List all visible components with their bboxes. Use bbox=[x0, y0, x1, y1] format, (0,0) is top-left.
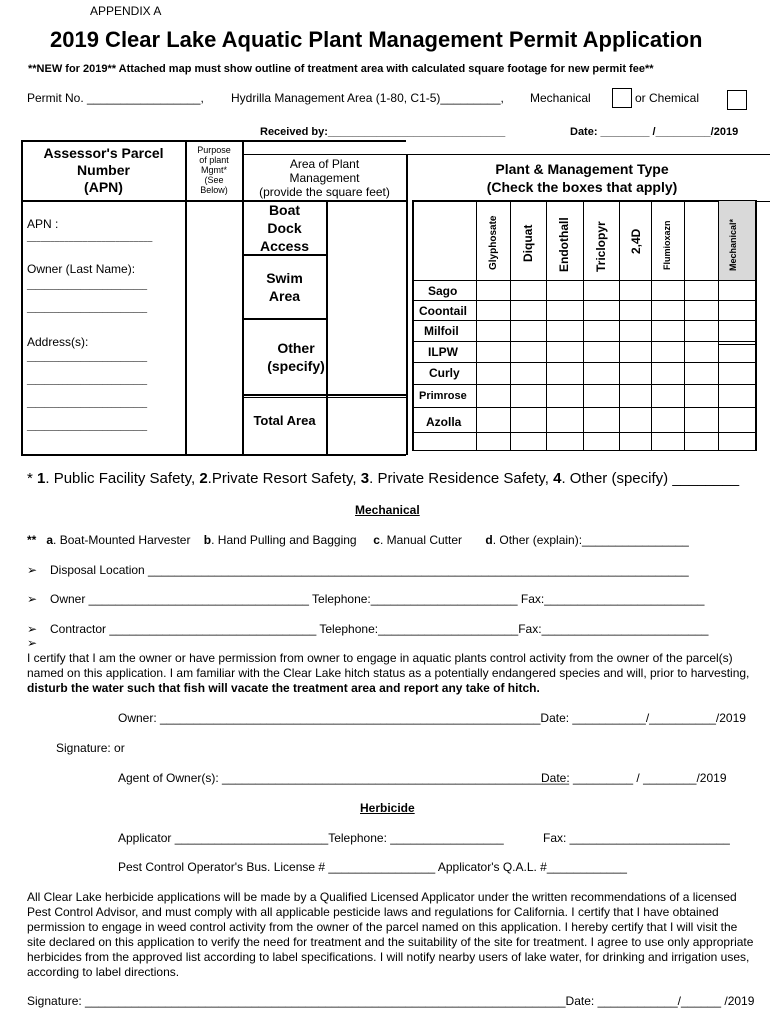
mechanical-options: ** a. Boat-Mounted Harvester b. Hand Pulling and Bagging c. Manual Cutter d. Other (explain):________________ bbox=[27, 533, 689, 547]
treatment-glyphosate: Glyphosate bbox=[488, 215, 499, 270]
purpose-header-4: (See bbox=[204, 175, 224, 185]
purpose-header-1: Purpose bbox=[197, 145, 231, 155]
license-field[interactable]: Pest Control Operator's Bus. License # ________________ Applicator's Q.A.L. #____________ bbox=[118, 860, 627, 874]
page-title: 2019 Clear Lake Aquatic Plant Management Permit Application bbox=[50, 27, 703, 52]
area-total: Total Area bbox=[253, 412, 316, 428]
area-boat-1: Boat bbox=[268, 201, 301, 218]
treatment-mechanical: Mechanical* bbox=[728, 218, 738, 271]
area-boat-2: Dock bbox=[267, 219, 302, 236]
area-boat-3: Access bbox=[259, 237, 310, 254]
applicator-fax-field[interactable]: Fax: ________________________ bbox=[543, 831, 730, 845]
signature-or-label: Signature: or bbox=[56, 741, 125, 755]
plant-primrose: Primrose bbox=[419, 390, 467, 402]
agent-date-field[interactable]: Date: _________ / ________/2019 bbox=[541, 771, 727, 785]
owner-contact-field[interactable]: Owner _________________________________ Telephone:______________________ Fax:________________________ bbox=[50, 592, 705, 606]
plant-milfoil: Milfoil bbox=[424, 324, 459, 338]
plant-azolla: Azolla bbox=[426, 415, 462, 429]
plant-header-1: Plant & Management Type bbox=[495, 160, 669, 177]
chemical-checkbox[interactable] bbox=[727, 90, 747, 110]
applicator-field[interactable]: Applicator _______________________Telephone: _________________ bbox=[118, 831, 504, 845]
area-header-3: (provide the square feet) bbox=[259, 184, 390, 199]
treatment-24d: 2,4D bbox=[629, 228, 643, 254]
mechanical-certification: I certify that I am the owner or have permission from owner to engage in aquatic plants control activity from the owner of the parcel(s) named on this application. I am familiar with the Clear Lake hitch status as a potentially endangered species and will, prior to harvesting, disturb the water such that fish will vacate the treatment area and report any take of hitch. bbox=[27, 651, 750, 695]
permit-no-field[interactable]: Permit No. _________________, bbox=[27, 91, 204, 105]
apn-header-line3: (APN) bbox=[84, 178, 123, 195]
plant-header-2: (Check the boxes that apply) bbox=[486, 178, 678, 195]
mechanical-checkbox[interactable] bbox=[612, 88, 632, 108]
address-input-line-2[interactable]: ___________________________ bbox=[27, 376, 148, 385]
mechanical-heading: Mechanical bbox=[355, 503, 420, 517]
owner-signature-field[interactable]: Owner: _________________________________________________________Date: ___________/__________/2019 bbox=[118, 711, 746, 725]
bullet-icon: ➢ bbox=[27, 636, 38, 650]
address-input-line-4[interactable]: ___________________________ bbox=[27, 422, 148, 431]
owner-input-line-1[interactable]: ___________________________ bbox=[27, 281, 148, 290]
purpose-header-2: of plant bbox=[199, 155, 229, 165]
bullet-icon: ➢ bbox=[27, 563, 38, 577]
treatment-diquat: Diquat bbox=[521, 224, 535, 262]
apn-input-line[interactable]: ___________________________ bbox=[27, 233, 153, 242]
owner-label: Owner (Last Name): bbox=[27, 262, 136, 276]
notice-text: **NEW for 2019** Attached map must show outline of treatment area with calculated square footage for new permit fee** bbox=[28, 63, 654, 75]
area-other-1: Other bbox=[277, 339, 315, 356]
address-input-line-3[interactable]: ___________________________ bbox=[27, 399, 148, 408]
area-swim-1: Swim bbox=[266, 269, 303, 286]
disposal-location-field[interactable]: Disposal Location _________________________________________________________________________________ bbox=[50, 563, 689, 577]
purpose-header-3: Mgmt* bbox=[200, 165, 227, 175]
purpose-header-5: Below) bbox=[200, 185, 228, 195]
plant-coontail: Coontail bbox=[419, 304, 467, 318]
owner-input-line-2[interactable]: ___________________________ bbox=[27, 304, 148, 313]
agent-of-owner-field[interactable]: Agent of Owner(s): ____________________________________________________ bbox=[118, 771, 570, 785]
address-input-line-1[interactable]: ___________________________ bbox=[27, 353, 148, 362]
appendix-label: APPENDIX A bbox=[90, 4, 162, 18]
contractor-contact-field[interactable]: Contractor _______________________________ Telephone:_____________________Fax:_________________________ bbox=[50, 622, 709, 636]
herbicide-certification: All Clear Lake herbicide applications will be made by a Qualified Licensed Applicator under the written recommendations of a licensed Pest Control Advisor, and must comply with all applicable pesticide laws and regulations for California. I certify that I have obtained permission to engage in weed control activity from the owner of the parcel named on this application. I hereby certify that I will visit the site declared on this application to verify the need for treatment and the suitability of the site for treatment. I agree to use only appropriate herbicides from the approved list according to label specifications. I will notify nearby users of lake water, for drinking and irrigation uses, according to label directions. bbox=[27, 890, 754, 979]
received-by-field[interactable]: Received by:_____________________________ bbox=[260, 126, 506, 138]
area-header-2: Management bbox=[289, 170, 360, 185]
plant-ilpw: ILPW bbox=[428, 345, 458, 359]
apn-header-line2: Number bbox=[77, 161, 130, 178]
treatment-endothall: Endothall bbox=[557, 217, 571, 272]
treatment-flumioxazn: Flumioxazn bbox=[662, 220, 672, 270]
apn-label: APN : bbox=[27, 217, 59, 231]
treatment-triclopyr: Triclopyr bbox=[594, 221, 608, 272]
final-signature-field[interactable]: Signature: ________________________________________________________________________Date: ____________/______ /2019 bbox=[27, 994, 755, 1008]
bullet-icon: ➢ bbox=[27, 622, 38, 636]
mechanical-label: Mechanical bbox=[530, 91, 591, 105]
area-swim-2: Area bbox=[268, 287, 301, 304]
hydrilla-area-field[interactable]: Hydrilla Management Area (1-80, C1-5)_________, bbox=[231, 91, 504, 105]
area-header-1: Area of Plant bbox=[289, 156, 360, 171]
purpose-legend: * 1. Public Facility Safety, 2.Private Resort Safety, 3. Private Residence Safety, 4. Other (specify) ________ bbox=[27, 470, 740, 487]
chemical-label: or Chemical bbox=[635, 91, 700, 105]
area-other-2: (specify) bbox=[267, 357, 325, 374]
address-label: Address(s): bbox=[27, 335, 89, 349]
date-top-field[interactable]: Date: ________ /_________/2019 bbox=[570, 126, 739, 138]
bullet-icon: ➢ bbox=[27, 592, 38, 606]
plant-curly: Curly bbox=[429, 366, 460, 380]
apn-header-line1: Assessor's Parcel bbox=[43, 144, 164, 161]
herbicide-heading: Herbicide bbox=[360, 801, 415, 815]
plant-sago: Sago bbox=[428, 284, 458, 298]
